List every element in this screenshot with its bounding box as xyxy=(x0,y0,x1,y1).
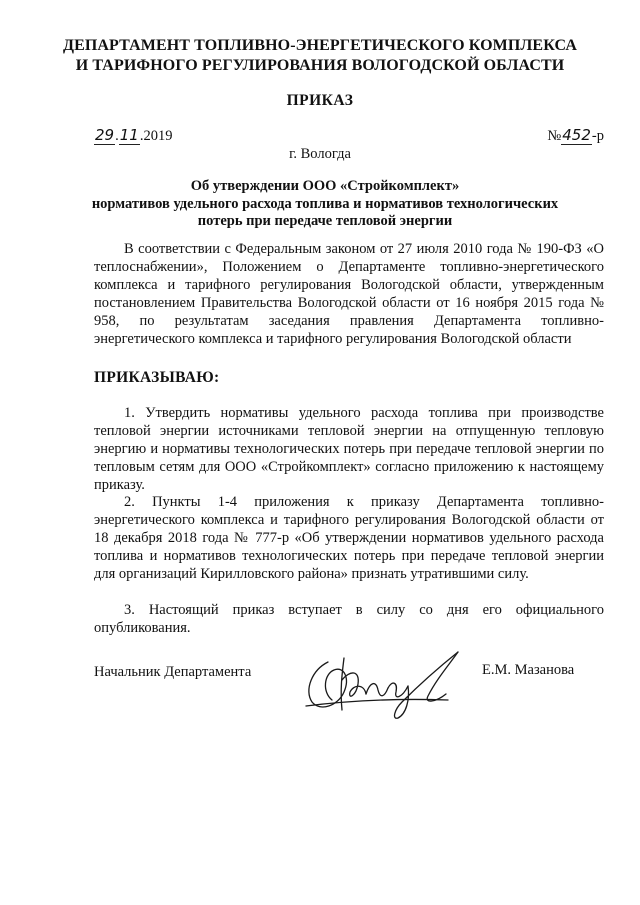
department-header-line-1: ДЕПАРТАМЕНТ ТОПЛИВНО-ЭНЕРГЕТИЧЕСКОГО КОМПЛЕКСА xyxy=(62,37,578,54)
date-month: 11 xyxy=(119,126,139,144)
number-suffix: -р xyxy=(591,128,604,144)
signatory-name: Е.М. Мазанова xyxy=(482,662,575,678)
number-prefix: № xyxy=(547,128,562,144)
document-title: ПРИКАЗ xyxy=(286,92,354,109)
date-year: .2019 xyxy=(139,128,173,144)
handwritten-signature xyxy=(298,640,473,720)
department-header xyxy=(60,36,580,76)
subject-line-2: нормативов удельного расхода топлива и нормативов технологических xyxy=(91,195,559,212)
order-number xyxy=(547,126,604,145)
subject-line-3: потерь при передаче тепловой энергии xyxy=(197,213,453,229)
order-item-1: 1. Утвердить нормативы удельного расхода топлива при производстве тепловой энергии источниками тепловой энергии на отпущенную тепловую энергию и нормативы технологических потерь при передаче тепловой энергии по тепловым сетям для ООО «Стройкомплект» согласно приложению к настоящему приказу. xyxy=(94,405,604,494)
subject-line-1: Об утверждении ООО «Стройкомплект» xyxy=(190,178,460,194)
preamble-paragraph: В соответствии с Федеральным законом от 27 июля 2010 года № 190-ФЗ «О теплоснабжении», Положением о Департаменте топливно-энергетического комплекса и тарифного регулирования Вологодской области, утвержденным постановлением Правительства Вологодской области от 16 ноября 2015 года № 958, по результатам заседания правления Департамента топливно-энергетического комплекса и тарифного регулирования Вологодской области xyxy=(94,241,604,348)
department-header-line-2: И ТАРИФНОГО РЕГУЛИРОВАНИЯ ВОЛОГОДСКОЙ ОБЛАСТИ xyxy=(75,57,565,74)
order-directive-word: ПРИКАЗЫВАЮ: xyxy=(94,369,220,386)
signatory-position: Начальник Департамента xyxy=(94,664,252,680)
date-day: 29 xyxy=(95,126,115,144)
city: г. Вологда xyxy=(289,146,351,162)
number-value: 452 xyxy=(562,126,591,144)
order-subject xyxy=(80,178,570,231)
order-item-3: 3. Настоящий приказ вступает в силу со дня его официального опубликования. xyxy=(94,602,604,637)
order-item-2: 2. Пункты 1-4 приложения к приказу Департамента топливно-энергетического комплекса и тарифного регулирования Вологодской области от 18 декабря 2018 года № 777-р «Об утверждении нормативов удельного расхода топлива и нормативов технологических потерь при передаче тепловой энергии для организаций Кирилловского района» признать утратившими силу. xyxy=(94,494,604,583)
order-date: 29.11.2019 xyxy=(95,126,173,144)
